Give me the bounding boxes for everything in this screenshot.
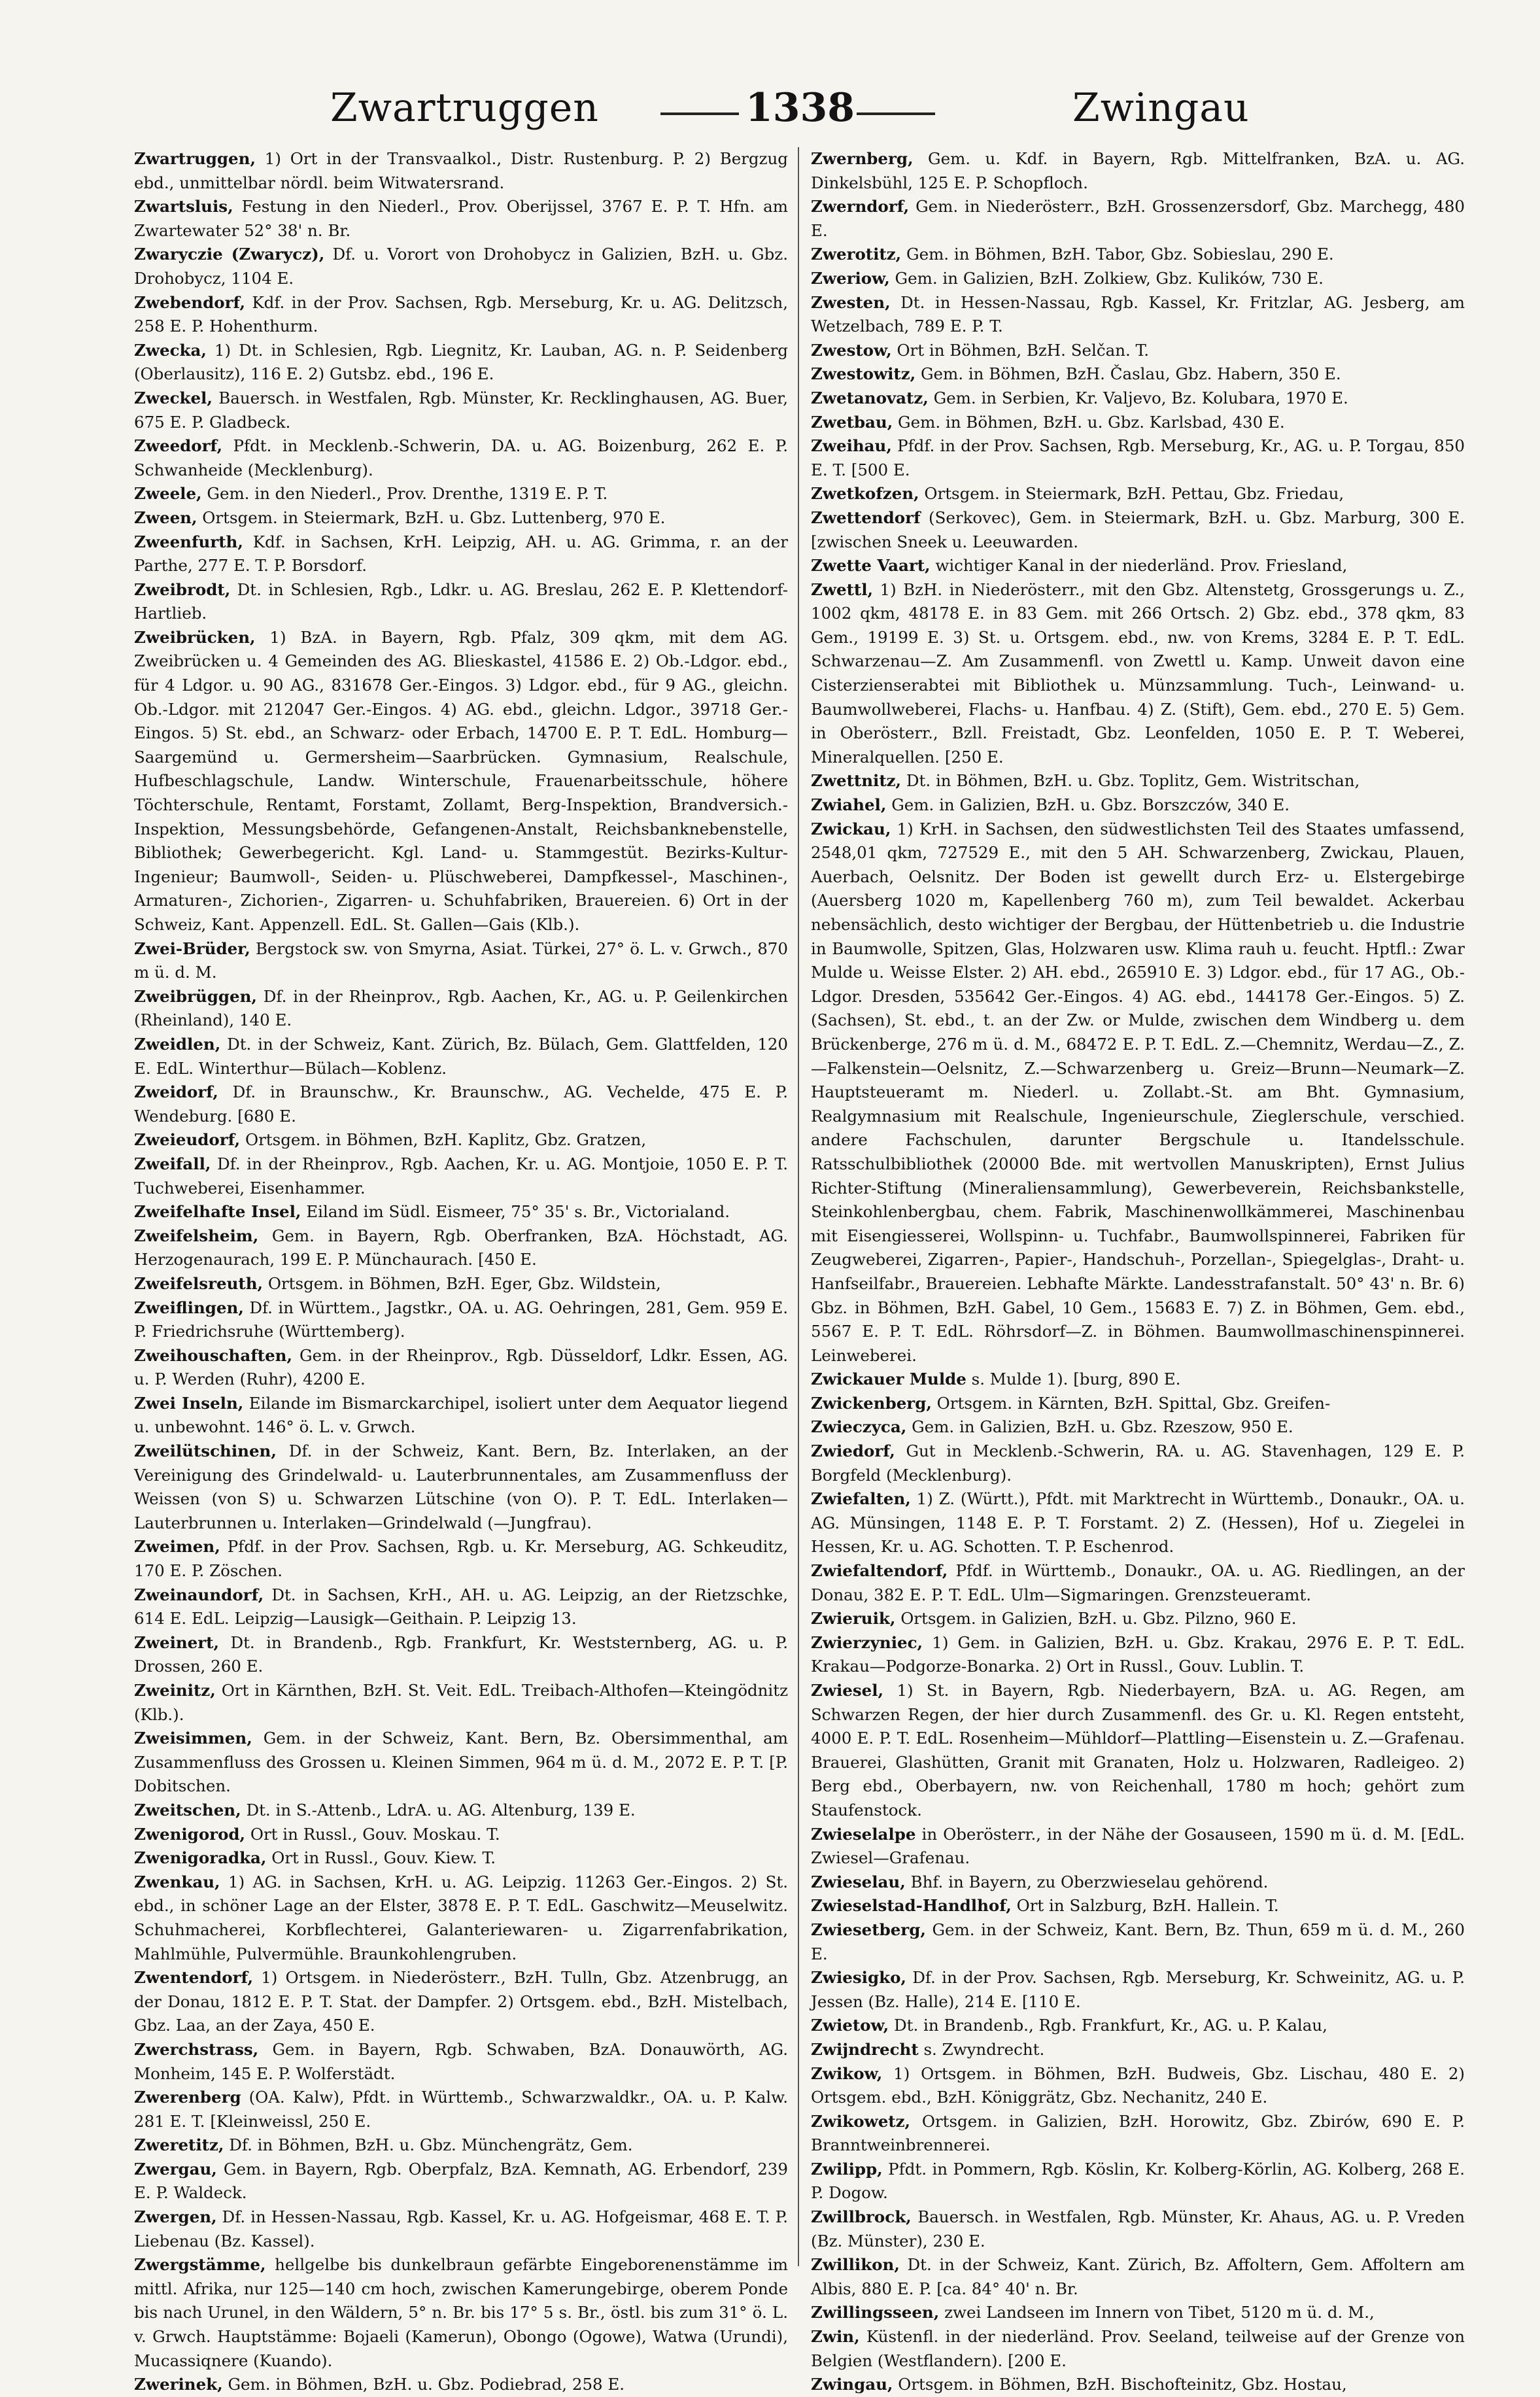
entry-text: Df. in der Schweiz, Kant. Bern, Bz. Interlaken, an der Vereinigung des Grindelwald- u. Lauterbrunnentales, am Zusammenfluss der Weissen (von S) u. Schwarzen Lütschine (von O). P. T. EdL. Interlaken—Lauterbrunnen u. Interlaken—Grindelwald (—Jungfrau).	[134, 1441, 788, 1532]
entry-text: Gem. in Niederösterr., BzH. Grossenzersdorf, Gbz. Marchegg, 480 E.	[811, 197, 1465, 240]
entry-text: Df. in Württem., Jagstkr., OA. u. AG. Oehringen, 281, Gem. 959 E. P. Friedrichsruhe (Württemberg).	[134, 1298, 788, 1341]
entry-text: Dt. in Schlesien, Rgb., Ldkr. u. AG. Breslau, 262 E. P. Klettendorf-Hartlieb.	[134, 579, 788, 623]
entry-headword: Zweieudorf,	[134, 1130, 241, 1150]
gazetteer-entry	[134, 2205, 788, 2253]
entry-headword: Zwettnitz,	[811, 771, 902, 791]
entry-headword: Zwentendorf,	[134, 1968, 254, 1988]
entry-headword: Zwei-Brüder,	[134, 939, 250, 958]
entry-text: Gem. in Galizien, BzH. u. Gbz. Rzeszow, 950 E.	[912, 1417, 1293, 1437]
entry-text: wichtiger Kanal in der niederländ. Prov. Friesland,	[935, 556, 1348, 576]
entry-text: s. Zwyndrecht.	[923, 2039, 1045, 2059]
gazetteer-entry	[811, 147, 1465, 195]
entry-headword: Zweibrüggen,	[134, 986, 257, 1006]
entry-text: s. Mulde 1). [burg, 890 E.	[971, 1370, 1181, 1389]
gazetteer-entry	[811, 769, 1465, 793]
entry-text: Ort in Böhmen, BzH. Selčan. T.	[897, 340, 1150, 360]
gazetteer-entry	[811, 554, 1465, 578]
gazetteer-entry	[134, 1823, 788, 1847]
gazetteer-entry	[811, 2205, 1465, 2253]
entry-headword: Zwergau,	[134, 2159, 217, 2179]
entry-headword: Zweretitz,	[134, 2135, 224, 2155]
gazetteer-entry	[134, 1272, 788, 1296]
entry-headword: Zwerndorf,	[811, 197, 910, 216]
entry-text: Dt. in Brandenb., Rgb. Frankfurt, Kr., AG. u. P. Kalau,	[893, 2016, 1327, 2035]
entry-headword: Zwebendorf,	[134, 292, 246, 312]
entry-text: Bergstock sw. von Smyrna, Asiat. Türkei, 27° ö. L. v. Grwch., 870 m ü. d. M.	[134, 939, 788, 982]
entry-text: Bhf. in Bayern, zu Oberzwieselau gehörend.	[910, 1872, 1269, 1891]
header-rule-left	[660, 112, 739, 115]
entry-headword: Zwillbrock,	[811, 2207, 912, 2227]
entry-headword: Zweriow,	[811, 268, 890, 288]
entry-text: Kdf. in der Prov. Sachsen, Rgb. Merseburg, Kr. u. AG. Delitzsch, 258 E. P. Hohenthurm.	[134, 292, 788, 336]
gazetteer-entry	[811, 434, 1465, 482]
entry-text: Pfdf. in der Prov. Sachsen, Rgb. Merseburg, Kr., AG. u. P. Torgau, 850 E. T. [500 E.	[811, 436, 1465, 479]
gazetteer-entry	[811, 2062, 1465, 2110]
entry-headword: Zween,	[134, 508, 197, 527]
entry-text: 1) BzA. in Bayern, Rgb. Pfalz, 309 qkm, mit dem AG. Zweibrücken u. 4 Gemeinden des AG. Blieskastel, 41586 E. 2) Ob.-Ldgor. ebd., für 4 Ldgor. u. 90 AG., 831678 Ger.-Eingos. 3) Ldgor. ebd., für 9 AG., gleichn. Ob.-Ldgor. mit 212047 Ger.-Eingos. 4) AG. ebd., gleichn. Ldgor., 39718 Ger.-Eingos. 5) St. ebd., an Schwarz- oder Erbach, 14700 E. P. T. EdL. Homburg—Saargemünd u. Germersheim—Saarbrücken. Gymnasium, Realschule, Hufbeschlagschule, Landw. Winterschule, Frauenarbeitsschule, höhere Töchterschule, Rentamt, Forstamt, Zollamt, Berg-Inspektion, Brandversich.-Inspektion, Messungsbehörde, Gefangenen-Anstalt, Reichsbanknebenstelle, Bibliothek; Gewerbegericht. Kgl. Land- u. Stammgestüt. Bezirks-Kultur-Ingenieur; Baumwoll-, Seiden- u. Plüschweberei, Dampfkessel-, Maschinen-, Armaturen-, Zichorien-, Zigarren- u. Schuhfabriken, Brauereien. 6) Ort in der Schweiz, Kant. Appenzell. EdL. St. Gallen—Gais (Klb.).	[134, 627, 789, 934]
entry-text: Pfdf. in Württemb., Donaukr., OA. u. AG. Riedlingen, an der Donau, 382 E. P. T. EdL. Ulm—Sigmaringen. Grenzsteueramt.	[811, 1561, 1465, 1604]
entry-headword: Zweifelhafte Insel,	[134, 1202, 301, 1222]
entry-text: Ort in Kärnthen, BzH. St. Veit. EdL. Treibach-Althofen—Kteingödnitz (Klb.).	[134, 1681, 788, 1724]
entry-text: Gem. in Böhmen, BzH. Časlau, Gbz. Habern, 350 E.	[920, 364, 1341, 384]
gazetteer-entry	[811, 291, 1465, 339]
gazetteer-entry	[811, 411, 1465, 435]
entry-headword: Zwiahel,	[811, 795, 887, 815]
entry-text: Df. in Böhmen, BzH. u. Gbz. Münchengrätz, Gem.	[229, 2135, 633, 2155]
gazetteer-entry	[134, 1128, 788, 1152]
entry-text: Df. in der Rheinprov., Rgb. Aachen, Kr., AG. u. P. Geilenkirchen (Rheinland), 140 E.	[134, 986, 788, 1030]
gazetteer-entry	[134, 1631, 788, 1679]
entry-headword: Zwingau,	[811, 2375, 893, 2394]
entry-text: 1) BzH. in Niederösterr., mit den Gbz. Altenstetg, Grossgerungs u. Z., 1002 qkm, 48178 E. in 83 Gem. mit 266 Ortsch. 2) Gbz. ebd., 378 qkm, 83 Gem., 19199 E. 3) St. u. Ortsgem. ebd., nw. von Krems, 3284 E. P. T. EdL. Schwarzenau—Z. Am Zusammenfl. von Zwettl u. Kamp. Unweit davon eine Cisterzienserabtei mit Bibliothek u. Münzsammlung. Tuch-, Leinwand- u. Baumwollweberei, Flachs- u. Hanfbau. 4) Z. (Stift), Gem. ebd., 270 E. 5) Gem. in Oberösterr., Bzll. Freistadt, Gbz. Leonfelden, 1050 E. P. T. Weberei, Mineralquellen. [250 E.	[811, 579, 1465, 767]
entry-headword: Zwestow,	[811, 340, 892, 360]
gazetteer-entry	[811, 1966, 1465, 2014]
entry-headword: Zweifelsheim,	[134, 1226, 259, 1245]
gazetteer-entry	[134, 1799, 788, 1823]
entry-headword: Zwei Inseln,	[134, 1393, 244, 1413]
gazetteer-entry	[811, 482, 1465, 506]
gazetteer-entry	[134, 1440, 788, 1535]
entry-text: hellgelbe bis dunkelbraun gefärbte Eingeborenenstämme im mittl. Afrika, nur 125—140 cm hoch, zwischen Kamerungebirge, oberem Ponde bis nach Urunel, in den Wäldern, 5° n. Br. bis 17° 5 s. Br., östl. bis zum 31° ö. L. v. Grwch. Hauptstämme: Bojaeli (Kamerun), Obongo (Ogowe), Watwa (Urundi), Mucassiqnere (Kuando).	[134, 2255, 788, 2370]
gazetteer-entry	[811, 195, 1465, 243]
gazetteer-entry	[134, 506, 788, 530]
gazetteer-entry	[811, 1918, 1465, 1966]
gazetteer-entry	[134, 195, 788, 243]
entry-headword: Zwenigorod,	[134, 1824, 246, 1844]
gazetteer-entry	[811, 1631, 1465, 1679]
gazetteer-entry	[134, 1344, 788, 1392]
entry-headword: Zwaryczie (Zwarycz),	[134, 245, 325, 264]
entry-headword: Zwillingsseen,	[811, 2303, 940, 2322]
gazetteer-entry	[134, 985, 788, 1033]
entry-headword: Zwetkofzen,	[811, 484, 919, 504]
entry-headword: Zwillikon,	[811, 2255, 900, 2275]
entry-headword: Zwiefaltendorf,	[811, 1561, 948, 1581]
entry-headword: Zwettendorf	[811, 508, 921, 527]
entry-text: Ort in Salzburg, BzH. Hallein. T.	[1016, 1896, 1279, 1916]
entry-headword: Zwerotitz,	[811, 245, 902, 264]
gazetteer-entry	[811, 339, 1465, 363]
gazetteer-entry	[811, 2014, 1465, 2038]
gazetteer-entry	[134, 1727, 788, 1799]
entry-text: Eilande im Bismarckarchipel, isoliert unter dem Aequator liegend u. unbewohnt. 146° ö. L. v. Grwch.	[134, 1393, 789, 1437]
entry-text: 1) Ortsgem. in Böhmen, BzH. Budweis, Gbz. Lischau, 480 E. 2) Ortsgem. ebd., BzH. Königgrätz, Gbz. Nechanitz, 240 E.	[811, 2063, 1465, 2107]
entry-headword: Zwickauer Mulde	[811, 1370, 967, 1389]
entry-text: Ortsgem. in Steiermark, BzH. u. Gbz. Luttenberg, 970 E.	[202, 508, 666, 527]
entry-headword: Zwickau,	[811, 819, 891, 838]
entry-headword: Zweidlen,	[134, 1034, 221, 1054]
entry-headword: Zweitschen,	[134, 1800, 241, 1819]
entry-headword: Zweiflingen,	[134, 1298, 244, 1317]
entry-headword: Zwickenberg,	[811, 1393, 932, 1413]
entry-headword: Zweilütschinen,	[134, 1441, 277, 1461]
entry-headword: Zwergen,	[134, 2207, 217, 2227]
entry-text: Gut in Mecklenb.-Schwerin, RA. u. AG. Stavenhagen, 129 E. P. Borgfeld (Mecklenburg).	[811, 1441, 1465, 1485]
gazetteer-entry	[134, 1679, 788, 1727]
entry-headword: Zwesten,	[811, 292, 891, 312]
gazetteer-entry	[134, 339, 788, 387]
entry-text: (Serkovec), Gem. in Steiermark, BzH. u. Gbz. Marburg, 300 E. [zwischen Sneek u. Leeuwarden.	[811, 508, 1465, 551]
entry-text: Df. u. Vorort von Drohobycz in Galizien, BzH. u. Gbz. Drohobycz, 1104 E.	[134, 245, 788, 288]
page-number: 1338	[745, 85, 855, 131]
gazetteer-entry	[811, 578, 1465, 770]
entry-headword: Zwijndrecht	[811, 2039, 919, 2059]
gazetteer-entry	[811, 2253, 1465, 2301]
gazetteer-entry	[134, 2373, 788, 2397]
gazetteer-entry	[134, 1535, 788, 1583]
entry-headword: Zweibrücken,	[134, 627, 256, 647]
entry-text: Pfdt. in Mecklenb.-Schwerin, DA. u. AG. Boizenburg, 262 E. P. Schwanheide (Mecklenburg).	[134, 436, 788, 479]
entry-text: Eiland im Südl. Eismeer, 75° 35' s. Br., Victorialand.	[306, 1202, 730, 1222]
entry-headword: Zweidorf,	[134, 1082, 218, 1102]
entry-headword: Zwieselau,	[811, 1872, 906, 1891]
entry-headword: Zwieruik,	[811, 1609, 896, 1629]
entry-text: Gem. in den Niederl., Prov. Drenthe, 1319 E. P. T.	[207, 484, 608, 504]
gazetteer-entry	[811, 2110, 1465, 2158]
entry-text: 1) KrH. in Sachsen, den südwestlichsten Teil des Staates umfassend, 2548,01 qkm, 727529 E., mit den 5 AH. Schwarzenberg, Zwickau, Plauen, Auerbach, Oelsnitz. Der Boden ist gewellt durch Erz- u. Elstergebirge (Auersberg 1020 m, Kapellenberg 760 m), zum Teil bewaldet. Ackerbau nebensächlich, desto wichtiger der Bergbau, der Hüttenbetrieb u. die Industrie in Baumwolle, Spitzen, Glas, Holzwaren usw. Klima rauh u. feucht. Hptfl.: Zwar Mulde u. Weisse Elster. 2) AH. ebd., 265910 E. 3) Ldgor. ebd., für 17 AG., Ob.-Ldgor. Dresden, 535642 Ger.-Eingos. 4) AG. ebd., 144178 Ger.-Eingos. 5) Z. (Sachsen), St. ebd., t. an der Zw. or Mulde, zwischen dem Windberg u. dem Brückenberge, 276 m ü. d. M., 68472 E. P. T. EdL. Z.—Chemnitz, Werdau—Z., Z.—Falkenstein—Oelsnitz, Z.—Schwarzenberg u. Greiz—Brunn—Neumark—Z. Hauptsteueramt m. Niederl. u. Zollabt.-St. am Bht. Gymnasium, Realgymnasium mit Realschule, Ingenieurschule, Zieglerschule, verschied. andere Fachschulen, darunter Bergschule u. Itandelsschule. Ratsschulbibliothek (20000 Bde. mit wertvollen Manuskripten), Ernst Julius Richter-Stiftung (Mineraliensammlung), Gewerbeverein, Reichsbankstelle, Steinkohlenbergbau, chem. Fabrik, Maschinenwollkämmerei, Maschinenbau mit Eisengiesserei, Wollspinn- u. Tuchfabr., Baumwollspinnerei, Fabriken für Zeugweberei, Zigarren-, Papier-, Handschuh-, Porzellan-, Spiegelglas-, Draht- u. Hanfseilfabr., Brauereien. Lebhafte Märkte. Landesstrafanstalt. 50° 43' n. Br. 6) Gbz. in Böhmen, BzH. Gabel, 10 Gem., 15683 E. 7) Z. in Böhmen, Gem. ebd., 5567 E. P. T. EdL. Röhrsdorf—Z. in Böhmen. Baumwollmaschinenspinnerei. Leinweberei.	[811, 819, 1465, 1365]
gazetteer-entry	[134, 243, 788, 290]
entry-headword: Zwartruggen,	[134, 149, 256, 168]
entry-headword: Zweckel,	[134, 388, 213, 407]
entry-text: 1) Z. (Württ.), Pfdt. mit Marktrecht in Württemb., Donaukr., OA. u. AG. Münsingen, 1148 E. P. T. Forstamt. 2) Z. (Hessen), Hof u. Ziegelei in Hessen, Kr. u. AG. Schotten. T. P. Eschenrod.	[811, 1489, 1465, 1557]
entry-headword: Zweinitz,	[134, 1681, 216, 1700]
entry-headword: Zweinert,	[134, 1632, 220, 1652]
gazetteer-entry	[134, 2038, 788, 2086]
gazetteer-entry	[134, 626, 788, 937]
entry-text: Df. in der Prov. Sachsen, Rgb. Merseburg, Kr. Schweinitz, AG. u. P. Jessen (Bz. Halle), 214 E. [110 E.	[811, 1968, 1465, 2011]
entry-headword: Zwernberg,	[811, 149, 914, 168]
entry-headword: Zwieselalpe	[811, 1824, 916, 1844]
entry-headword: Zweisimmen,	[134, 1729, 252, 1748]
entry-headword: Zwiesel,	[811, 1681, 884, 1700]
gazetteer-entry	[811, 2158, 1465, 2205]
entry-text: Df. in Hessen-Nassau, Rgb. Kassel, Kr. u. AG. Hofgeismar, 468 E. T. P. Liebenau (Bz. Kassel).	[134, 2207, 788, 2250]
entry-text: Dt. in Sachsen, KrH., AH. u. AG. Leipzig, an der Rietzschke, 614 E. EdL. Leipzig—Lausigk—Geithain. P. Leipzig 13.	[134, 1585, 788, 1629]
entry-headword: Zweinaundorf,	[134, 1585, 264, 1604]
entry-text: 1) St. in Bayern, Rgb. Niederbayern, BzA. u. AG. Regen, am Schwarzen Regen, der hier durch Zusammenfl. des Gr. u. Kl. Regen entsteht, 4000 E. P. T. EdL. Rosenheim—Mühldorf—Plattling—Eisenstein u. Z.—Grafenau. Brauerei, Glashütten, Granit mit Granaten, Holz u. Holzwaren, Radleigeo. 2) Berg ebd., Oberbayern, nw. von Reichenhall, 1780 m hoch; gehört zum Staufenstock.	[811, 1681, 1465, 1819]
gazetteer-entry	[134, 578, 788, 626]
entry-headword: Zwerinek,	[134, 2375, 223, 2394]
entry-text: (OA. Kalw), Pfdt. in Württemb., Schwarzwaldkr., OA. u. P. Kalw. 281 E. T. [Kleinweissl, 250 E.	[134, 2088, 788, 2131]
gazetteer-entry	[134, 1583, 788, 1631]
gazetteer-entry	[134, 482, 788, 506]
gazetteer-entry	[134, 1224, 788, 1272]
header-right-word: Zwingau	[1072, 85, 1250, 131]
entry-text: Ort in Russl., Gouv. Moskau. T.	[250, 1824, 500, 1844]
right-column	[811, 147, 1465, 2394]
gazetteer-entry	[811, 1440, 1465, 1487]
entry-text: Dt. in der Schweiz, Kant. Zürich, Bz. Affoltern, Gem. Affoltern am Albis, 880 E. P. [ca. 84° 40' n. Br.	[811, 2255, 1465, 2298]
entry-text: Ort in Russl., Gouv. Kiew. T.	[271, 1848, 496, 1868]
gazetteer-entry	[134, 2158, 788, 2205]
entry-headword: Zwikow,	[811, 2063, 883, 2083]
entry-text: Ortsgem. in Steiermark, BzH. Pettau, Gbz. Friedau,	[924, 484, 1344, 504]
entry-text: Dt. in der Schweiz, Kant. Zürich, Bz. Bülach, Gem. Glattfelden, 120 E. EdL. Winterthur—Bülach—Koblenz.	[134, 1034, 788, 1078]
entry-headword: Zwestowitz,	[811, 364, 916, 384]
entry-headword: Zweibrodt,	[134, 579, 231, 599]
entry-text: Gem. in Serbien, Kr. Valjevo, Bz. Kolubara, 1970 E.	[933, 388, 1348, 407]
entry-headword: Zweifelsreuth,	[134, 1273, 264, 1293]
gazetteer-entry	[811, 1368, 1465, 1392]
gazetteer-entry	[134, 1966, 788, 2038]
entry-headword: Zwiesetberg,	[811, 1920, 926, 1939]
entry-headword: Zwenigoradka,	[134, 1848, 267, 1868]
entry-headword: Zweihouschaften,	[134, 1345, 293, 1365]
gazetteer-entry	[811, 1392, 1465, 1416]
entry-headword: Zwergstämme,	[134, 2255, 266, 2275]
entry-headword: Zwerchstrass,	[134, 2039, 259, 2059]
entry-text: Gem. in der Schweiz, Kant. Bern, Bz. Thun, 659 m ü. d. M., 260 E.	[811, 1920, 1465, 1963]
gazetteer-entry	[811, 1415, 1465, 1440]
entry-headword: Zweifall,	[134, 1154, 211, 1173]
entry-headword: Zwieczyca,	[811, 1417, 907, 1437]
entry-text: Df. in der Rheinprov., Rgb. Aachen, Kr. u. AG. Montjoie, 1050 E. P. T. Tuchweberei, Eisenhammer.	[134, 1154, 788, 1198]
entry-headword: Zwin,	[811, 2327, 860, 2347]
entry-text: Df. in Braunschw., Kr. Braunschw., AG. Vechelde, 475 E. P. Wendeburg. [680 E.	[134, 1082, 788, 1126]
entry-text: Gem. in der Schweiz, Kant. Bern, Bz. Obersimmenthal, am Zusammenfluss des Grossen u. Kleinen Simmen, 964 m ü. d. M., 2072 E. P. T. [P. Dobitschen.	[134, 1729, 788, 1796]
entry-text: Gem. u. Kdf. in Bayern, Rgb. Mittelfranken, BzA. u. AG. Dinkelsbühl, 125 E. P. Schopfloch.	[811, 149, 1465, 192]
gazetteer-entry	[811, 1487, 1465, 1559]
gazetteer-entry	[134, 1200, 788, 1224]
entry-text: Bauersch. in Westfalen, Rgb. Münster, Kr. Ahaus, AG. u. P. Vreden (Bz. Münster), 230 E.	[811, 2207, 1465, 2250]
entry-text: 1) Ort in der Transvaalkol., Distr. Rustenburg. P. 2) Bergzug ebd., unmittelbar nördl. beim Witwatersrand.	[134, 149, 788, 192]
gazetteer-entry	[811, 1679, 1465, 1823]
entry-text: Dt. in Brandenb., Rgb. Frankfurt, Kr. Weststernberg, AG. u. P. Drossen, 260 E.	[134, 1632, 788, 1676]
entry-text: Ortsgem. in Böhmen, BzH. Bischofteinitz, Gbz. Hostau,	[898, 2375, 1347, 2394]
entry-text: 1) AG. in Sachsen, KrH. u. AG. Leipzig. 11263 Ger.-Eingos. 2) St. ebd., in schöner Lage an der Elster, 3878 E. P. T. EdL. Gaschwitz—Meuselwitz. Schuhmacherei, Korbflechterei, Galanteriewaren- u. Zigarrenfabrikation, Mahlmühle, Pulvermühle. Braunkohlengruben.	[134, 1872, 788, 1963]
entry-headword: Zwiesigko,	[811, 1968, 906, 1988]
header-rule-right	[857, 112, 935, 115]
gazetteer-entry	[134, 1392, 788, 1440]
entry-text: Gem. in Galizien, BzH. Zolkiew, Gbz. Kulików, 730 E.	[895, 268, 1324, 288]
gazetteer-entry	[134, 2086, 788, 2133]
gazetteer-entry	[811, 2038, 1465, 2062]
gazetteer-entry	[811, 387, 1465, 411]
entry-headword: Zwieselstad-Handlhof,	[811, 1896, 1012, 1916]
gazetteer-entry	[811, 2373, 1465, 2397]
gazetteer-entry	[811, 362, 1465, 387]
gazetteer-entry	[134, 937, 788, 985]
entry-headword: Zwecka,	[134, 340, 207, 360]
entry-headword: Zwettl,	[811, 579, 874, 599]
entry-text: Ortsgem. in Böhmen, BzH. Kaplitz, Gbz. Gratzen,	[245, 1130, 647, 1150]
gazetteer-entry	[811, 1559, 1465, 1607]
entry-text: Ortsgem. in Galizien, BzH. Horowitz, Gbz. Zbirów, 690 E. P. Branntweinbrennerei.	[811, 2111, 1465, 2155]
gazetteer-entry	[811, 1607, 1465, 1631]
entry-text: Gem. in Bayern, Rgb. Oberpfalz, BzA. Kemnath, AG. Erbendorf, 239 E. P. Waldeck.	[134, 2159, 788, 2203]
entry-headword: Zwiedorf,	[811, 1441, 895, 1461]
entry-text: Pfdt. in Pommern, Rgb. Köslin, Kr. Kolberg-Körlin, AG. Kolberg, 268 E. P. Dogow.	[811, 2159, 1465, 2203]
entry-headword: Zweimen,	[134, 1537, 220, 1557]
entry-headword: Zwiefalten,	[811, 1489, 911, 1509]
column-divider	[798, 147, 799, 2266]
left-column	[134, 147, 789, 2394]
entry-text: Gem. in Bayern, Rgb. Oberfranken, BzA. Höchstadt, AG. Herzogenaurach, 199 E. P. Münchaurach. [450 E.	[134, 1226, 788, 1269]
gazetteer-entry	[134, 1871, 788, 1966]
gazetteer-entry	[134, 1296, 788, 1344]
entry-text: Ortsgem. in Galizien, BzH. u. Gbz. Pilzno, 960 E.	[900, 1609, 1297, 1629]
gazetteer-entry	[811, 2325, 1465, 2373]
gazetteer-entry	[811, 1871, 1465, 1895]
entry-headword: Zwilipp,	[811, 2159, 883, 2179]
gazetteer-entry	[134, 291, 788, 339]
entry-text: Küstenfl. in der niederländ. Prov. Seeland, teilweise auf der Grenze von Belgien (Westflandern). [200 E.	[811, 2327, 1465, 2370]
entry-headword: Zwetanovatz,	[811, 388, 929, 407]
gazetteer-entry	[811, 793, 1465, 818]
gazetteer-entry	[134, 1152, 788, 1200]
gazetteer-entry	[134, 2253, 788, 2373]
entry-text: zwei Landseen im Innern von Tibet, 5120 m ü. d. M.,	[944, 2303, 1375, 2322]
gazetteer-entry	[134, 1033, 788, 1080]
entry-text: Bauersch. in Westfalen, Rgb. Münster, Kr. Recklinghausen, AG. Buer, 675 E. P. Gladbeck.	[134, 388, 789, 432]
entry-headword: Zwette Vaart,	[811, 556, 931, 576]
entry-headword: Zwierzyniec,	[811, 1632, 923, 1652]
entry-headword: Zweedorf,	[134, 436, 223, 456]
gazetteer-entry	[811, 267, 1465, 291]
entry-headword: Zwietow,	[811, 2016, 889, 2035]
entry-text: Ortsgem. in Böhmen, BzH. Eger, Gbz. Wildstein,	[267, 1273, 661, 1293]
gazetteer-entry	[811, 818, 1465, 1368]
entry-text: Gem. in Galizien, BzH. u. Gbz. Borszczów, 340 E.	[891, 795, 1290, 815]
entry-text: Pfdf. in der Prov. Sachsen, Rgb. u. Kr. Merseburg, AG. Schkeuditz, 170 E. P. Zöschen.	[134, 1537, 788, 1581]
gazetteer-entry	[134, 1080, 788, 1128]
entry-headword: Zwartsluis,	[134, 197, 233, 216]
header-left-word: Zwartruggen	[330, 85, 599, 131]
entry-text: Gem. in Bayern, Rgb. Schwaben, BzA. Donauwörth, AG. Monheim, 145 E. P. Wolferstädt.	[134, 2039, 789, 2083]
gazetteer-entry	[134, 387, 788, 434]
gazetteer-entry	[811, 1894, 1465, 1918]
entry-headword: Zweihau,	[811, 436, 892, 456]
entry-text: 1) Ortsgem. in Niederösterr., BzH. Tulln, Gbz. Atzenbrugg, an der Donau, 1812 E. P. T. Stat. der Dampfer. 2) Ortsgem. ebd., BzH. Mistelbach, Gbz. Laa, an der Zaya, 450 E.	[134, 1968, 788, 2035]
entry-headword: Zwenkau,	[134, 1872, 220, 1891]
entry-text: Festung in den Niederl., Prov. Oberijssel, 3767 E. P. T. Hfn. am Zwartewater 52° 38' n. Br.	[134, 197, 789, 240]
entry-text: Dt. in S.-Attenb., LdrA. u. AG. Altenburg, 139 E.	[246, 1800, 636, 1819]
entry-text: Gem. in Böhmen, BzH. u. Gbz. Podiebrad, 258 E.	[228, 2375, 625, 2394]
entry-headword: Zweenfurth,	[134, 532, 243, 551]
gazetteer-entry	[134, 434, 788, 482]
gazetteer-entry	[134, 147, 788, 195]
entry-headword: Zwetbau,	[811, 412, 893, 432]
entry-text: 1) Dt. in Schlesien, Rgb. Liegnitz, Kr. Lauban, AG. n. P. Seidenberg (Oberlausitz), 116 E. 2) Gutsbz. ebd., 196 E.	[134, 340, 788, 384]
entry-headword: Zwerenberg	[134, 2088, 241, 2107]
entry-text: Gem. in der Rheinprov., Rgb. Düsseldorf, Ldkr. Essen, AG. u. P. Werden (Ruhr), 4200 E.	[134, 1345, 788, 1389]
entry-text: Dt. in Böhmen, BzH. u. Gbz. Toplitz, Gem. Wistritschan,	[906, 771, 1360, 791]
entry-text: Gem. in Böhmen, BzH. u. Gbz. Karlsbad, 430 E.	[898, 412, 1285, 432]
gazetteer-entry	[811, 1823, 1465, 1871]
gazetteer-entry	[134, 2133, 788, 2158]
gazetteer-entry	[811, 243, 1465, 267]
entry-text: Gem. in Böhmen, BzH. Tabor, Gbz. Sobieslau, 290 E.	[906, 245, 1334, 264]
gazetteer-entry	[134, 530, 788, 578]
gazetteer-entry	[811, 506, 1465, 554]
entry-text: 1) Gem. in Galizien, BzH. u. Gbz. Krakau, 2976 E. P. T. EdL. Krakau—Podgorze-Bonarka. 2) Ort in Russl., Gouv. Lublin. T.	[811, 1632, 1465, 1676]
entry-headword: Zweele,	[134, 484, 202, 504]
entry-text: Dt. in Hessen-Nassau, Rgb. Kassel, Kr. Fritzlar, AG. Jesberg, am Wetzelbach, 789 E. P. T.	[811, 292, 1465, 336]
entry-text: in Oberösterr., in der Nähe der Gosauseen, 1590 m ü. d. M. [EdL. Zwiesel—Grafenau.	[811, 1824, 1465, 1868]
entry-headword: Zwikowetz,	[811, 2111, 911, 2131]
gazetteer-entry	[811, 2301, 1465, 2325]
entry-text: Ortsgem. in Kärnten, BzH. Spittal, Gbz. Greifen-	[936, 1393, 1331, 1413]
page-header	[0, 72, 1540, 144]
gazetteer-entry	[134, 1846, 788, 1871]
entry-text: Kdf. in Sachsen, KrH. Leipzig, AH. u. AG. Grimma, r. an der Parthe, 277 E. T. P. Borsdorf.	[134, 532, 788, 576]
